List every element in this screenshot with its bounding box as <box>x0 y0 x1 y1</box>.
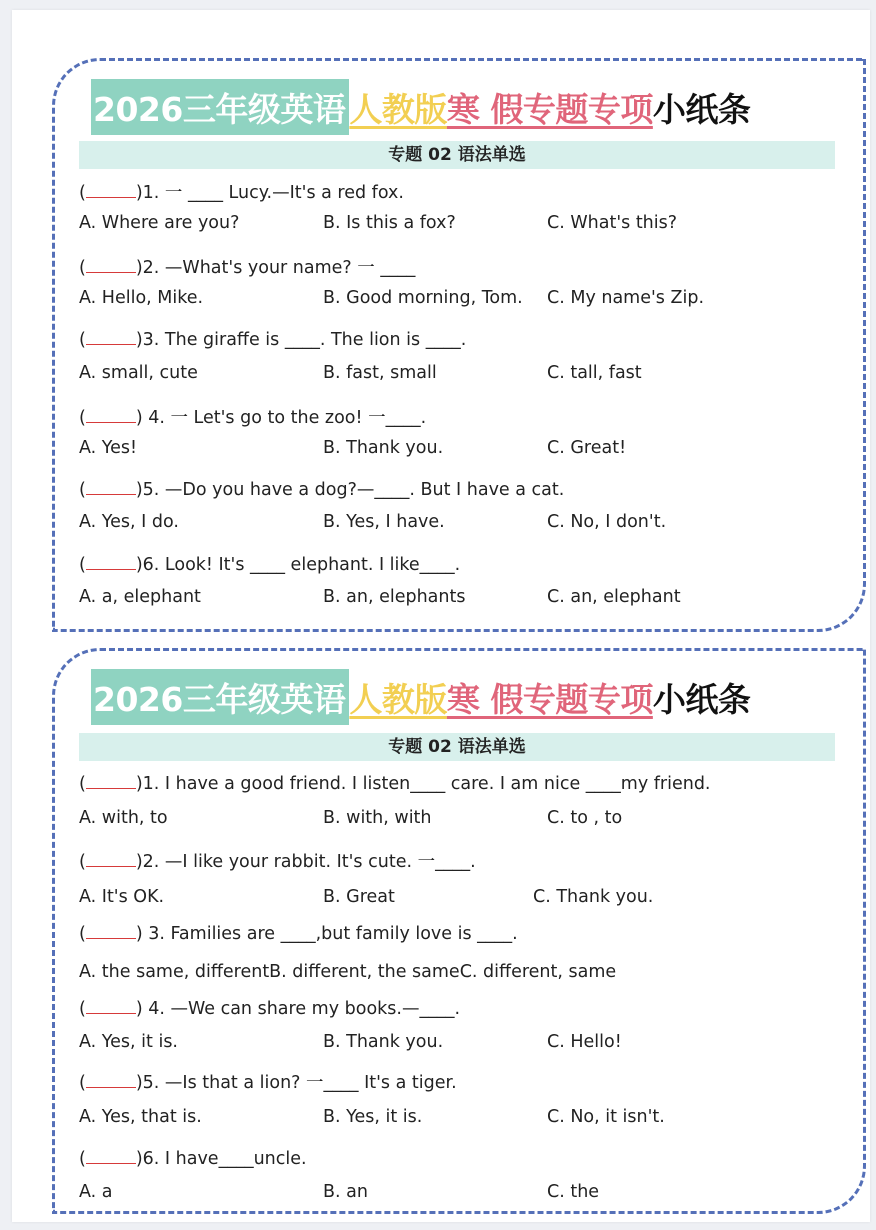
answer-blank[interactable] <box>86 998 136 1014</box>
question-2: ( )2. —I like your rabbit. It's cute. 一____. <box>79 852 476 872</box>
option-b: B. an <box>323 1182 368 1202</box>
option-a: A. Where are you? <box>79 213 240 233</box>
title-part-note: 小纸条 <box>652 89 751 129</box>
worksheet-page <box>12 10 870 1222</box>
question-stem: )3. The giraffe is ____. The lion is ____. <box>135 330 467 350</box>
answer-blank[interactable] <box>86 773 136 789</box>
question-6: ( )6. I have____uncle. <box>79 1149 307 1169</box>
option-b: B. Yes, it is. <box>323 1107 423 1127</box>
question-stem: )5. —Is that a lion? 一____ It's a tiger. <box>135 1073 457 1093</box>
option-c: C. No, it isn't. <box>547 1107 665 1127</box>
option-a: A. the same, differentB. different, the sameC. different, same <box>79 962 617 982</box>
title-part-grade: 2026三年级英语 <box>91 669 349 725</box>
question-2: ( )2. —What's your name? 一 ____ <box>79 258 416 278</box>
question-stem: ) 4. —We can share my books.—____. <box>135 999 461 1019</box>
title-part-edition: 人教版 <box>349 679 447 719</box>
question-stem: )6. Look! It's ____ elephant. I like____. <box>135 555 461 575</box>
option-a: A. Yes, that is. <box>79 1107 202 1127</box>
question-stem: )5. —Do you have a dog?—____. But I have a cat. <box>135 480 565 500</box>
option-c: C. Great! <box>547 438 627 458</box>
question-stem: )1. I have a good friend. I listen____ care. I am nice ____my friend. <box>135 774 711 794</box>
card-title <box>91 669 750 725</box>
question-1: ( )1. I have a good friend. I listen____ care. I am nice ____my friend. <box>79 774 711 794</box>
option-c: C. What's this? <box>547 213 678 233</box>
option-b: B. Great <box>323 887 395 907</box>
answer-blank[interactable] <box>86 329 136 345</box>
question-stem: )1. 一 ____ Lucy.—It's a red fox. <box>135 183 404 203</box>
option-c: C. tall, fast <box>547 363 642 383</box>
option-c: C. No, I don't. <box>547 512 667 532</box>
option-a: A. small, cute <box>79 363 198 383</box>
option-c: C. the <box>547 1182 600 1202</box>
question-4: ( ) 4. —We can share my books.—____. <box>79 999 461 1019</box>
question-3: ( ) 3. Families are ____,but family love is ____. <box>79 924 518 944</box>
card-subtitle: 专题 02 语法单选 <box>79 141 835 169</box>
title-part-grade: 2026三年级英语 <box>91 79 349 135</box>
question-5: ( )5. —Is that a lion? 一____ It's a tiger. <box>79 1073 457 1093</box>
question-3: ( )3. The giraffe is ____. The lion is ____. <box>79 330 467 350</box>
title-part-topic: 寒 假专题专项 <box>446 679 653 719</box>
worksheet-card-2 <box>52 648 866 1214</box>
option-a: A. Yes, it is. <box>79 1032 178 1052</box>
question-stem: ) 4. 一 Let's go to the zoo! 一____. <box>135 408 427 428</box>
option-b: B. with, with <box>323 808 432 828</box>
question-4: ( ) 4. 一 Let's go to the zoo! 一____. <box>79 408 427 428</box>
option-b: B. Yes, I have. <box>323 512 445 532</box>
answer-blank[interactable] <box>86 851 136 867</box>
title-part-edition: 人教版 <box>349 89 447 129</box>
option-b: B. Thank you. <box>323 438 444 458</box>
option-a: A. a <box>79 1182 113 1202</box>
worksheet-card-1 <box>52 58 866 632</box>
question-stem: )2. —I like your rabbit. It's cute. 一____. <box>135 852 476 872</box>
option-a: A. Yes! <box>79 438 138 458</box>
question-stem: )6. I have____uncle. <box>135 1149 307 1169</box>
question-5: ( )5. —Do you have a dog?—____. But I have a cat. <box>79 480 565 500</box>
option-b: B. Thank you. <box>323 1032 444 1052</box>
answer-blank[interactable] <box>86 923 136 939</box>
option-a: A. It's OK. <box>79 887 165 907</box>
option-a: A. Yes, I do. <box>79 512 179 532</box>
card-subtitle: 专题 02 语法单选 <box>79 733 835 761</box>
question-stem: ) 3. Families are ____,but family love is ____. <box>135 924 518 944</box>
answer-blank[interactable] <box>86 257 136 273</box>
answer-blank[interactable] <box>86 1072 136 1088</box>
option-a: A. a, elephant <box>79 587 201 607</box>
option-b: B. Good morning, Tom. <box>323 288 523 308</box>
option-c: C. Hello! <box>547 1032 622 1052</box>
option-c: C. to , to <box>547 808 623 828</box>
option-b: B. an, elephants <box>323 587 466 607</box>
option-c: C. Thank you. <box>533 887 654 907</box>
option-b: B. fast, small <box>323 363 437 383</box>
title-part-note: 小纸条 <box>652 679 751 719</box>
question-stem: )2. —What's your name? 一 ____ <box>135 258 416 278</box>
option-b: B. Is this a fox? <box>323 213 456 233</box>
answer-blank[interactable] <box>86 407 136 423</box>
answer-blank[interactable] <box>86 182 136 198</box>
option-c: C. an, elephant <box>547 587 681 607</box>
answer-blank[interactable] <box>86 479 136 495</box>
answer-blank[interactable] <box>86 554 136 570</box>
question-1: ( )1. 一 ____ Lucy.—It's a red fox. <box>79 183 404 203</box>
option-c: C. My name's Zip. <box>547 288 705 308</box>
card-title <box>91 79 750 135</box>
option-a: A. Hello, Mike. <box>79 288 204 308</box>
title-part-topic: 寒 假专题专项 <box>446 89 653 129</box>
question-6: ( )6. Look! It's ____ elephant. I like____. <box>79 555 461 575</box>
option-a: A. with, to <box>79 808 168 828</box>
answer-blank[interactable] <box>86 1148 136 1164</box>
